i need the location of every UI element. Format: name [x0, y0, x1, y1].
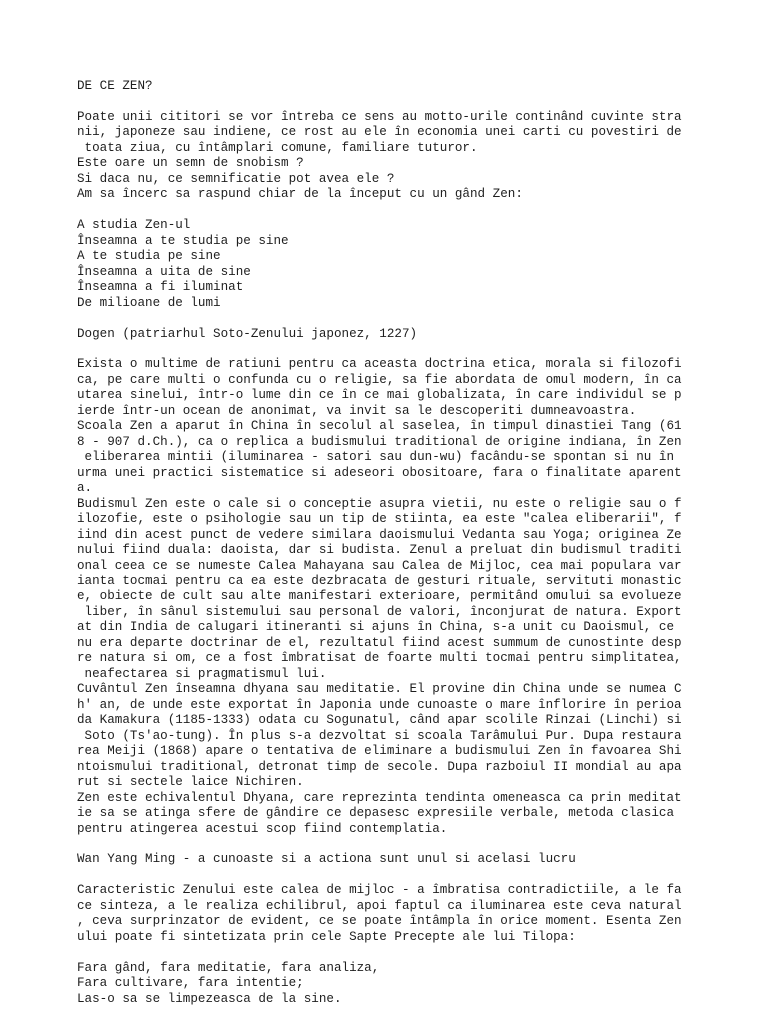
text-line: ntoismului traditional, detronat timp de secole. Dupa razboiul II mondial au apa	[77, 759, 682, 774]
text-line: ce sinteza, a le realiza echilibrul, apoi faptul ca iluminarea este ceva natural	[77, 898, 682, 913]
text-line	[77, 311, 737, 326]
text-line: Am sa încerc sa raspund chiar de la început cu un gând Zen:	[77, 187, 523, 202]
text-line	[77, 342, 737, 357]
text-line: 8 - 907 d.Ch.), ca o replica a budismului traditional de origine indiana, în Zen	[77, 434, 682, 449]
text-line: da Kamakura (1185-1333) odata cu Sogunatul, când apar scolile Rinzai (Linchi) si	[77, 713, 682, 728]
text-line: , ceva surprinzator de evident, ce se poate întâmpla în orice moment. Esenta Zen	[77, 914, 682, 929]
text-line	[77, 837, 737, 852]
text-line: Fara cultivare, fara intentie;	[77, 976, 304, 991]
text-line: iind din acest punct de vedere similara daoismului Vedanta sau Yoga; originea Ze	[77, 527, 682, 542]
text-line: e, obiecte de cult sau alte manifestari exterioare, permitând omului sa evolueze	[77, 589, 682, 604]
text-line: onal ceea ce se numeste Calea Mahayana sau Calea de Mijloc, cea mai populara var	[77, 558, 682, 573]
text-line: rut si sectele laice Nichiren.	[77, 775, 304, 790]
text-line: pentru atingerea acestui scop fiind contemplatia.	[77, 821, 448, 836]
text-line: re natura si om, ce a fost îmbratisat de foarte multi tocmai pentru simplitatea,	[77, 651, 682, 666]
text-line: h' an, de unde este exportat în Japonia unde cunoaste o mare înflorire în perioa	[77, 697, 682, 712]
text-line: Poate unii cititori se vor întreba ce sens au motto-urile continând cuvinte stra	[77, 109, 682, 124]
text-line: Dogen (patriarhul Soto-Zenului japonez, 1227)	[77, 326, 418, 341]
document-page	[77, 79, 737, 1007]
text-line: nu era departe doctrinar de el, rezultatul fiind acest summum de cunostinte desp	[77, 635, 682, 650]
text-line	[77, 945, 737, 960]
text-line: neafectarea si pragmatismul lui.	[77, 666, 327, 681]
text-line: Zen este echivalentul Dhyana, care reprezinta tendinta omeneasca ca prin meditat	[77, 790, 682, 805]
text-line: eliberarea mintii (iluminarea - satori sau dun-wu) facându-se spontan si nu în	[77, 450, 675, 465]
text-line	[77, 94, 737, 109]
text-line: Înseamna a fi iluminat	[77, 280, 244, 295]
text-line: Fara gând, fara meditatie, fara analiza,	[77, 960, 380, 975]
text-line: nului fiind duala: daoista, dar si budista. Zenul a preluat din budismul traditi	[77, 543, 682, 558]
text-line: ului poate fi sintetizata prin cele Sapte Precepte ale lui Tilopa:	[77, 929, 576, 944]
text-line: ianta tocmai pentru ca ea este dezbracata de gesturi rituale, servituti monastic	[77, 574, 682, 588]
text-line: at din India de calugari itineranti si ajuns în China, s-a unit cu Daoismul, ce	[77, 620, 675, 635]
text-line: Wan Yang Ming - a cunoaste si a actiona sunt unul si acelasi lucru	[77, 852, 576, 867]
text-line: Budismul Zen este o cale si o conceptie asupra vietii, nu este o religie sau o f	[77, 496, 682, 511]
text-line: ca, pe care multi o confunda cu o religie, sa fie abordata de omul modern, în ca	[77, 372, 682, 387]
text-line: rea Meiji (1868) apare o tentativa de eliminare a budismului Zen în favoarea Shi	[77, 744, 682, 759]
text-line: Scoala Zen a aparut în China în secolul al saselea, în timpul dinastiei Tang (61	[77, 419, 682, 434]
text-line: Las-o sa se limpezeasca de la sine.	[77, 991, 342, 1006]
text-line: ierde într-un ocean de anonimat, va invit sa le descoperiti dumneavoastra.	[77, 403, 637, 418]
text-line: A studia Zen-ul	[77, 218, 191, 233]
text-line: Soto (Ts'ao-tung). În plus s-a dezvoltat si scoala Tarâmului Pur. Dupa restaura	[77, 728, 682, 743]
text-line: Înseamna a uita de sine	[77, 264, 251, 279]
text-line: nii, japoneze sau indiene, ce rost au ele în economia unei carti cu povestiri de	[77, 125, 682, 140]
text-line: ilozofie, este o psihologie sau un tip de stiinta, ea este "calea eliberarii", f	[77, 512, 682, 527]
text-line: Caracteristic Zenului este calea de mijloc - a îmbratisa contradictiile, a le fa	[77, 883, 682, 898]
text-line: Cuvântul Zen înseamna dhyana sau meditatie. El provine din China unde se numea C	[77, 682, 682, 697]
text-line: A te studia pe sine	[77, 249, 221, 264]
text-line: Exista o multime de ratiuni pentru ca aceasta doctrina etica, morala si filozofi	[77, 357, 682, 372]
text-line: Înseamna a te studia pe sine	[77, 233, 289, 248]
text-line: De milioane de lumi	[77, 295, 221, 310]
text-line	[77, 868, 737, 883]
text-line: urma unei practici sistematice si adeseori obositoare, fara o finalitate aparent	[77, 465, 682, 480]
text-line: ie sa se atinga sfere de gândire ce depasesc expresiile verbale, metoda clasica	[77, 806, 675, 821]
text-line: utarea sinelui, într-o lume din ce în ce mai globalizata, în care individul se p	[77, 388, 682, 403]
text-line: toata ziua, cu întâmplari comune, familiare tuturor.	[77, 140, 478, 155]
text-line: DE CE ZEN?	[77, 79, 153, 93]
text-line	[77, 203, 737, 218]
text-line: a.	[77, 481, 93, 496]
text-line: Si daca nu, ce semnificatie pot avea ele ?	[77, 171, 395, 186]
text-line: Este oare un semn de snobism ?	[77, 156, 304, 171]
text-line: liber, în sânul sistemului sau personal de valori, înconjurat de natura. Export	[77, 604, 682, 619]
